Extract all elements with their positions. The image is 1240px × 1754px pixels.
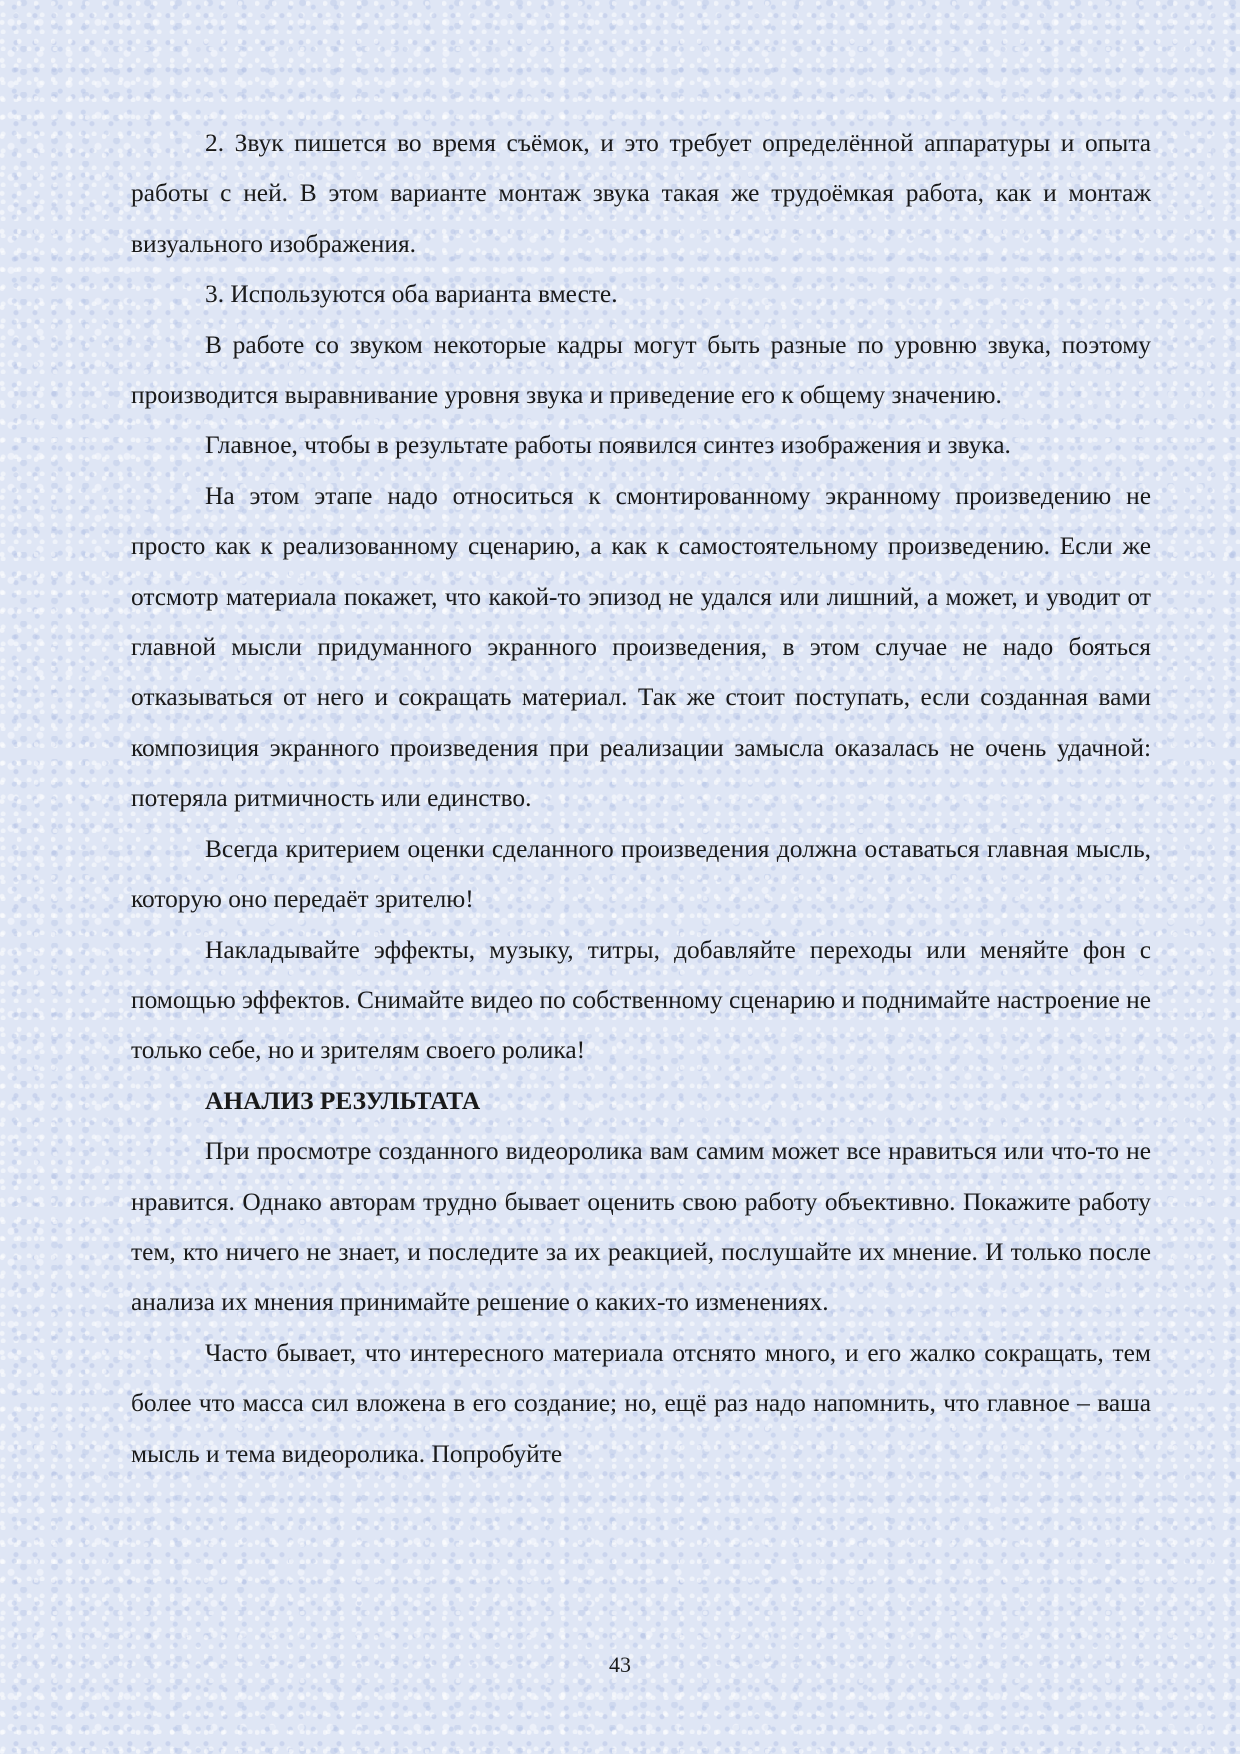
paragraph-synthesis: Главное, чтобы в результате работы появился синтез изображения и звука. xyxy=(205,431,1011,460)
paragraph-effects: Накладывайте эффекты, музыку, титры, добавляйте переходы или меняйте фон с помощью эффектов. Снимайте видео по собственному сценарию и поднимайте настроение не только себе, но и зрителям своего ролика! xyxy=(131,935,1151,1065)
paragraph-sound-levels: В работе со звуком некоторые кадры могут быть разные по уровню звука, поэтому производится выравнивание уровня звука и приведение его к общему значению. xyxy=(131,330,1151,410)
paragraph-both-variants: 3. Используются оба варианта вместе. xyxy=(205,280,618,309)
section-heading: АНАЛИЗ РЕЗУЛЬТАТА xyxy=(205,1086,481,1115)
paragraph-material: Часто бывает, что интересного материала отснято много, и его жалко сокращать, тем более что масса сил вложена в его создание; но, ещё раз надо напомнить, что главное – ваша мысль и тема видеоролика. Попробуйте xyxy=(131,1338,1151,1468)
paragraph-criterion: Всегда критерием оценки сделанного произведения должна оставаться главная мысль, которую оно передаёт зрителю! xyxy=(131,834,1151,914)
paragraph-viewing: При просмотре созданного видеоролика вам самим может все нравиться или что-то не нравится. Однако авторам трудно бывает оценить свою работу объективно. Покажите работу тем, кто ничего не знает, и последите за их реакцией, послушайте их мнение. И только после анализа их мнения принимайте решение о каких-то изменениях. xyxy=(131,1137,1151,1317)
paragraph-sound-recording: 2. Звук пишется во время съёмок, и это требует определённой аппаратуры и опыта работы с ней. В этом варианте монтаж звука такая же трудоёмкая работа, как и монтаж визуального изображения. xyxy=(131,129,1151,258)
page-number: 43 xyxy=(609,1652,631,1677)
paragraph-editing-stage: На этом этапе надо относиться к смонтированному экранному произведению не просто как к реализованному сценарию, а как к самостоятельному произведению. Если же отсмотр материала покажет, что какой-то эпизод не удался или лишний, а может, и уводит от главной мысли придуманного экранного произведения, в этом случае не надо бояться отказываться от него и сокращать материал. Так же стоит поступать, если созданная вами композиция экранного произведения при реализации замысла оказалась не очень удачной: потеряла ритмичность или единство. xyxy=(131,481,1151,813)
page-content xyxy=(131,118,1151,1479)
